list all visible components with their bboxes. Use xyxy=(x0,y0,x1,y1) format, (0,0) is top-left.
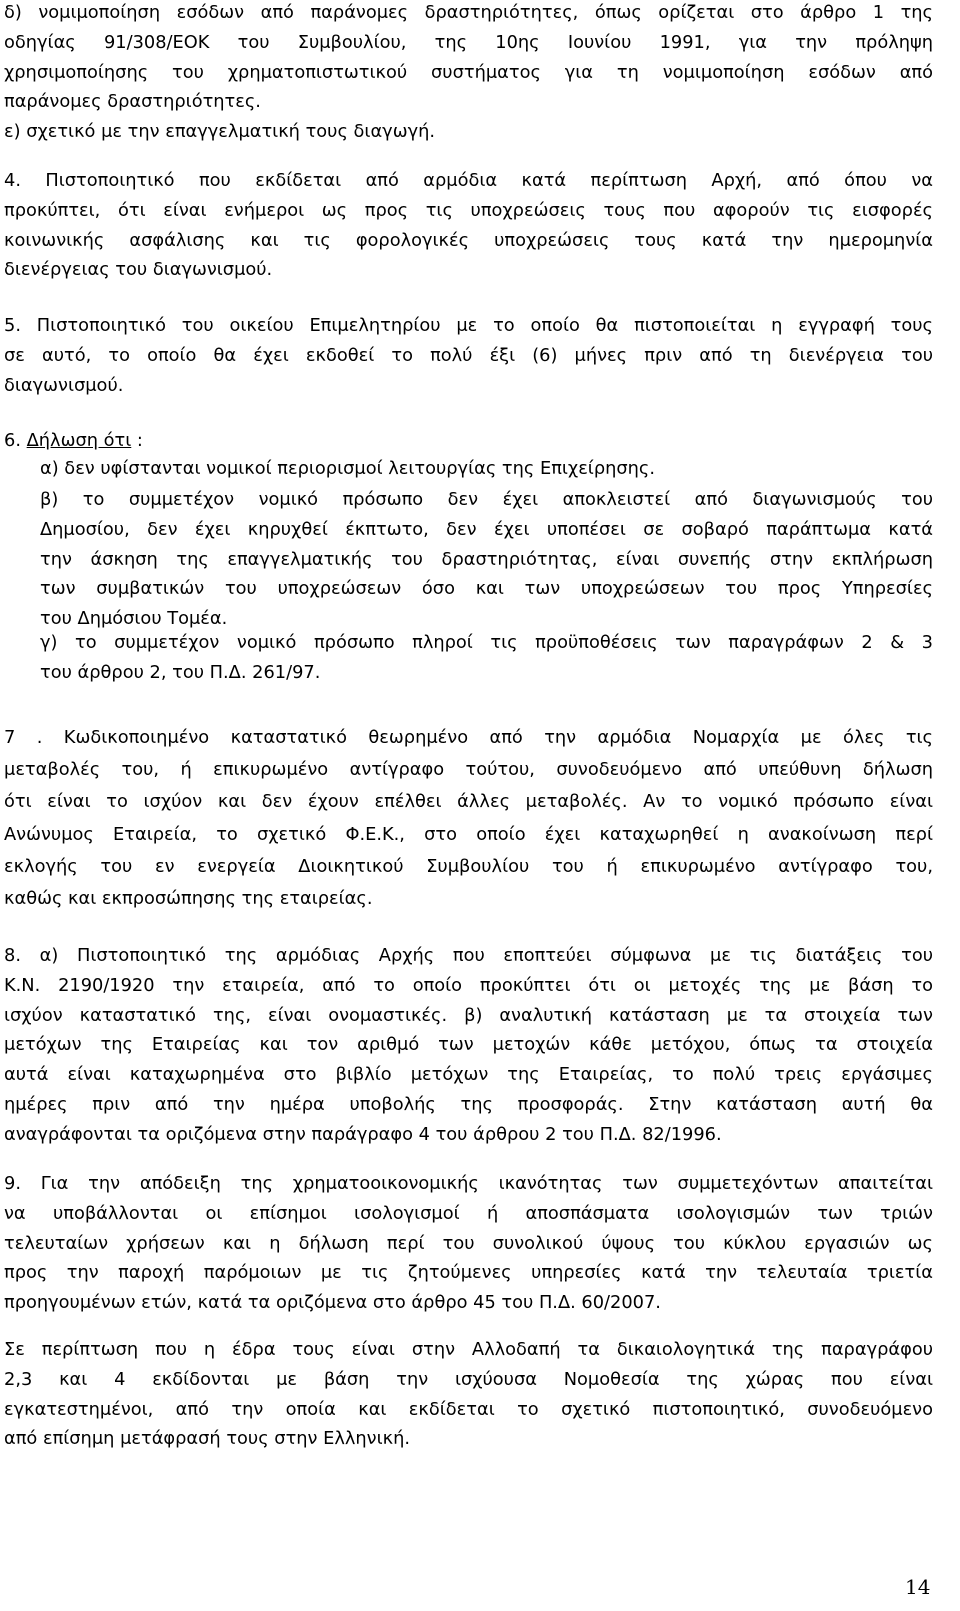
paragraph-d xyxy=(4,0,933,117)
paragraph-8 xyxy=(4,941,933,1150)
text-line: των συμβατικών του υποχρεώσεων όσο και των υποχρεώσεων του προς Υπηρεσίες xyxy=(40,578,933,600)
paragraph-6a xyxy=(40,454,933,484)
text-line: 4. Πιστοποιητικό που εκδίδεται από αρμόδια κατά περίπτωση Αρχή, από όπου να xyxy=(4,170,933,191)
text-line: χρησιμοποίησης του χρηματοπιστωτικού συστήματος για τη νομιμοποίηση εσόδων από xyxy=(4,61,933,83)
text-line: μετόχων της Εταιρείας και τον αριθμό των μετοχών κάθε μετόχου, όπως τα στοιχεία xyxy=(4,1034,933,1056)
paragraph-6b xyxy=(40,485,933,634)
text-line: 8. α) Πιστοποιητικό της αρμόδιας Αρχής που εποπτεύει σύμφωνα με τις διατάξεις του xyxy=(4,945,933,966)
text-line: 5. Πιστοποιητικό του οικείου Επιμελητηρίου με το οποίο θα πιστοποιείται η εγγραφή τους xyxy=(4,315,933,336)
text-line: γ) το συμμετέχον νομικό πρόσωπο πληροί τις προϋποθέσεις των παραγράφων 2 & 3 xyxy=(40,632,933,653)
text-line: Δημοσίου, δεν έχει κηρυχθεί έκπτωτο, δεν έχει υποπέσει σε σοβαρό παράπτωμα κατά xyxy=(40,518,933,540)
paragraph-6c xyxy=(40,628,933,688)
text-line: Ανώνυμος Εταιρεία, το σχετικό Φ.Ε.Κ., στο οποίο έχει καταχωρηθεί η ανακοίνωση περί xyxy=(4,823,933,845)
text-line: β) το συμμετέχον νομικό πρόσωπο δεν έχει αποκλειστεί από διαγωνισμούς του xyxy=(40,489,933,510)
paragraph-9 xyxy=(4,1169,933,1318)
text-line: ημέρες πριν από την ημέρα υποβολής της προσφοράς. Στην κατάσταση αυτή θα xyxy=(4,1093,933,1115)
text-line: προκύπτει, ότι είναι ενήμεροι ως προς τις υποχρεώσεις τους που αφορούν τις εισφορές xyxy=(4,199,933,221)
text-line: παράνομες δραστηριότητες. xyxy=(4,91,261,113)
text-line: ε) σχετικό με την επαγγελματική τους διαγωγή. xyxy=(4,121,436,142)
text-line: Κ.Ν. 2190/1920 την εταιρεία, από το οποίο προκύπτει ότι οι μετοχές της με βάση το xyxy=(4,974,933,996)
text-line: την άσκηση της επαγγελματικής του δραστηριότητας, είναι συνεπής στην εκπλήρωση xyxy=(40,548,933,570)
paragraph-7 xyxy=(4,722,933,915)
heading-colon: : xyxy=(131,430,143,451)
text-line: διαγωνισμού. xyxy=(4,374,124,396)
text-line: προς την παροχή παρόμοιων με τις ζητούμενες υπηρεσίες κατά την τελευταία τριετία xyxy=(4,1262,933,1284)
text-line: αναγράφονται τα οριζόμενα στην παράγραφο 4 του άρθρου 2 του Π.Δ. 82/1996. xyxy=(4,1123,722,1145)
text-line: ισχύον καταστατικό της, είναι ονομαστικές. β) αναλυτική κατάσταση με τα στοιχεία των xyxy=(4,1004,933,1026)
declaration-heading: Δήλωση ότι xyxy=(26,430,132,451)
text-line: 9. Για την απόδειξη της χρηματοοικονομικής ικανότητας των συμμετεχόντων απαιτείται xyxy=(4,1173,933,1194)
text-line: διενέργειας του διαγωνισμού. xyxy=(4,259,273,281)
text-line: ότι είναι το ισχύον και δεν έχουν επέλθει άλλες μεταβολές. Αν το νομικό πρόσωπο είναι xyxy=(4,791,933,813)
text-line: μεταβολές του, ή επικυρωμένο αντίγραφο τούτου, συνοδευόμενο από υπεύθυνη δήλωση xyxy=(4,759,933,781)
text-line: Σε περίπτωση που η έδρα τους είναι στην Αλλοδαπή τα δικαιολογητικά της παραγράφου xyxy=(4,1339,933,1360)
text-line: του Δημόσιου Τομέα. xyxy=(40,608,228,630)
paragraph-e xyxy=(4,117,933,147)
text-line: α) δεν υφίστανται νομικοί περιορισμοί λειτουργίας της Επιχείρησης. xyxy=(40,458,656,479)
item-number: 6. xyxy=(4,430,21,451)
paragraph-4 xyxy=(4,166,933,285)
text-line: να υποβάλλονται οι επίσημοι ισολογισμοί ή αποσπάσματα ισολογισμών των τριών xyxy=(4,1202,933,1224)
text-line: καθώς και εκπροσώπησης της εταιρείας. xyxy=(4,888,373,910)
text-line xyxy=(4,426,933,456)
text-line: οδηγίας 91/308/ΕΟΚ του Συμβουλίου, της 10ης Ιουνίου 1991, για την πρόληψη xyxy=(4,31,933,53)
text-line: σε αυτό, το οποίο θα έχει εκδοθεί το πολύ έξι (6) μήνες πριν από τη διενέργεια του xyxy=(4,344,933,366)
text-line: αυτά είναι καταχωρημένα στο βιβλίο μετόχων της Εταιρείας, το πολύ τρεις εργάσιμες xyxy=(4,1064,933,1086)
page-number: 14 xyxy=(905,1575,931,1599)
text-line: εκλογής του εν ενεργεία Διοικητικού Συμβουλίου του ή επικυρωμένο αντίγραφο του, xyxy=(4,855,933,877)
text-line: προηγουμένων ετών, κατά τα οριζόμενα στο άρθρο 45 του Π.Δ. 60/2007. xyxy=(4,1292,661,1314)
text-line: τελευταίων χρήσεων και η δήλωση περί του συνολικού ύψους του κύκλου εργασιών ως xyxy=(4,1232,933,1254)
text-line: κοινωνικής ασφάλισης και τις φορολογικές υποχρεώσεις τους κατά την ημερομηνία xyxy=(4,229,933,251)
text-line: εγκατεστημένοι, από την οποία και εκδίδεται το σχετικό πιστοποιητικό, συνοδευόμενο xyxy=(4,1398,933,1420)
paragraph-6-heading xyxy=(4,426,933,456)
text-line: από επίσημη μετάφρασή τους στην Ελληνική. xyxy=(4,1428,411,1450)
paragraph-5 xyxy=(4,311,933,400)
text-line: του άρθρου 2, του Π.Δ. 261/97. xyxy=(40,661,321,683)
text-line: 2,3 και 4 εκδίδονται με βάση την ισχύουσα Νομοθεσία της χώρας που είναι xyxy=(4,1368,933,1390)
text-line: δ) νομιμοποίηση εσόδων από παράνομες δραστηριότητες, όπως ορίζεται στο άρθρο 1 της xyxy=(4,2,933,23)
paragraph-foreign xyxy=(4,1335,933,1454)
text-line: 7 . Κωδικοποιημένο καταστατικό θεωρημένο από την αρμόδια Νομαρχία με όλες τις xyxy=(4,727,933,748)
